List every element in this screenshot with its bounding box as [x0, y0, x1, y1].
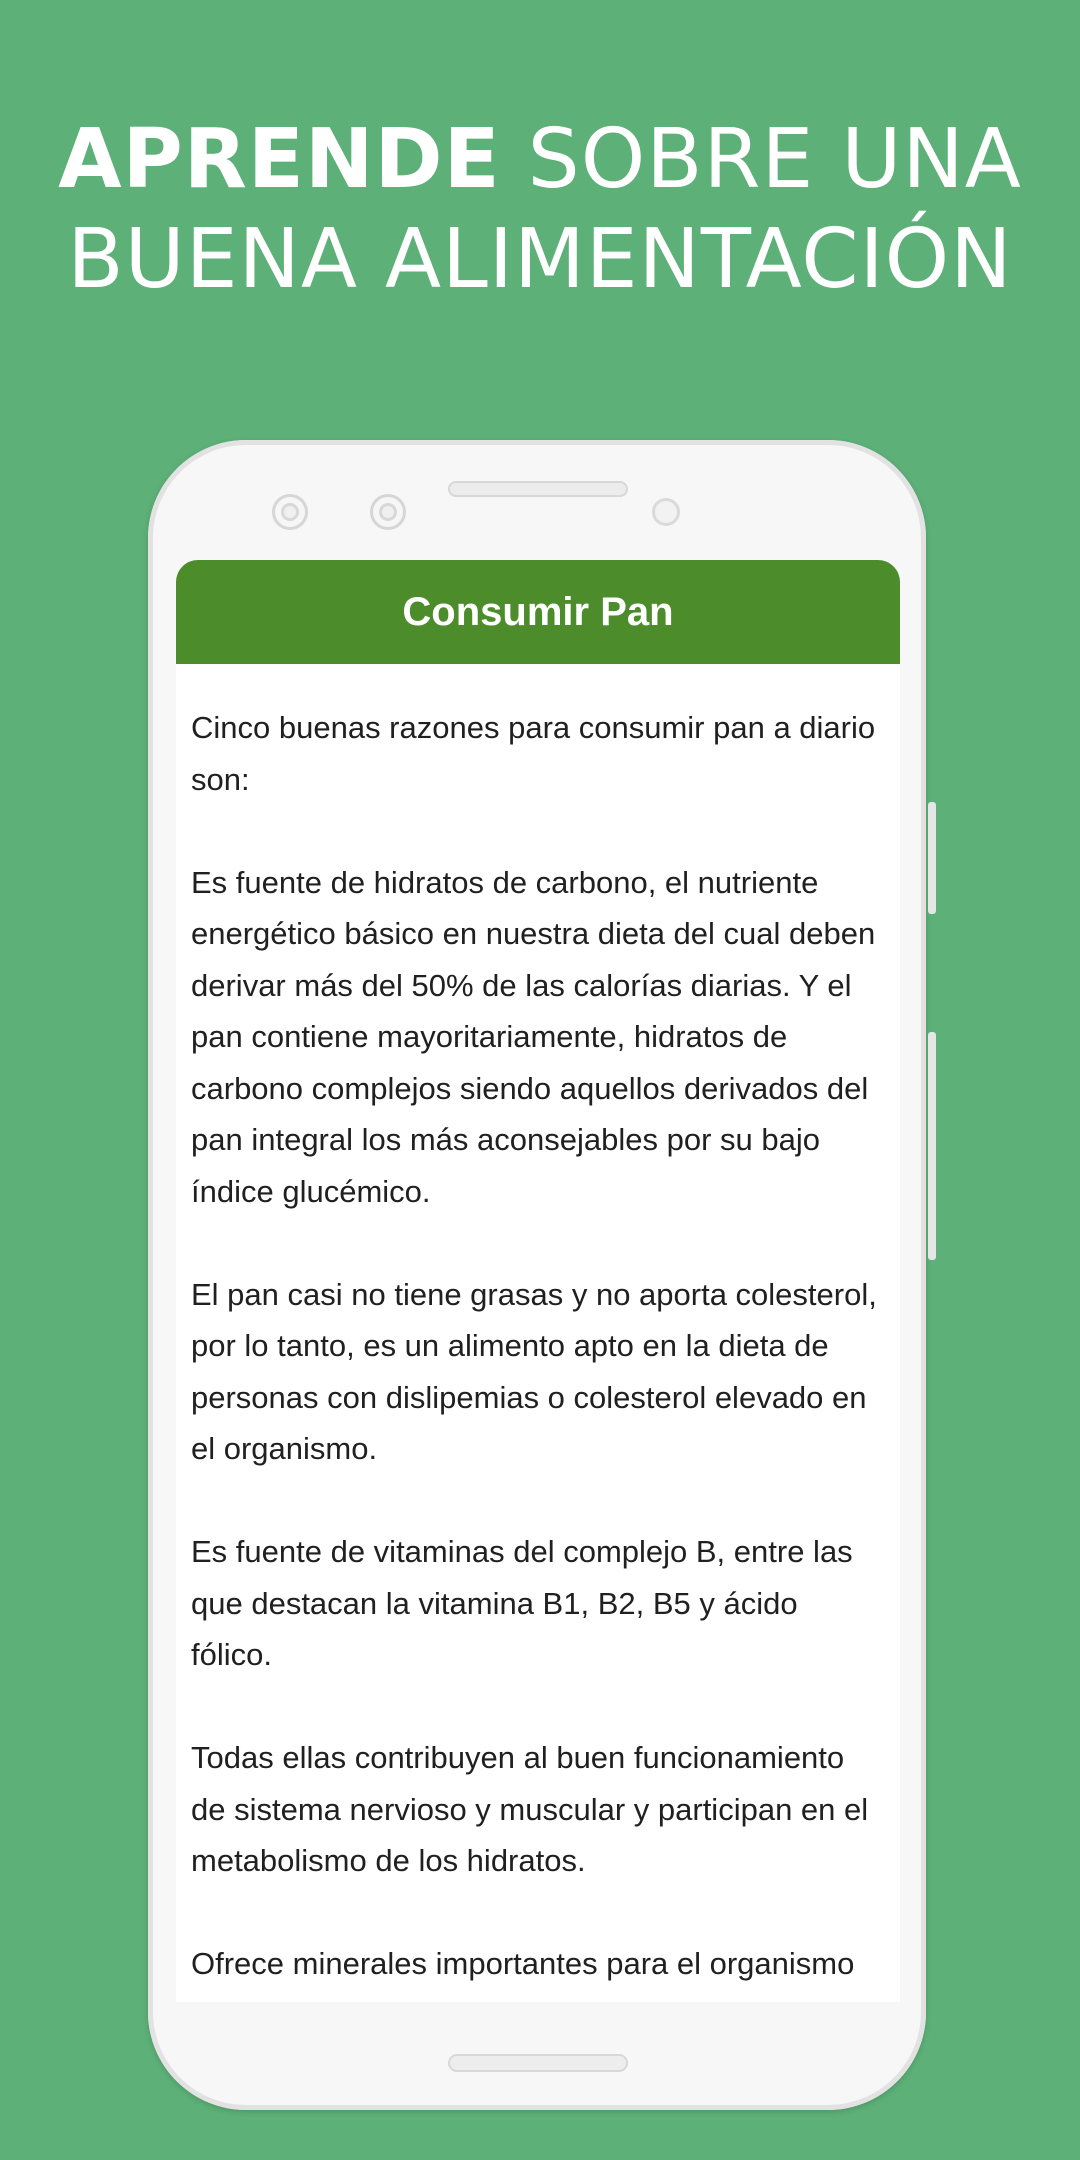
- phone-home-bar: [448, 2054, 628, 2072]
- article-paragraph: Es fuente de hidratos de carbono, el nutriente energético básico en nuestra dieta del cual deben derivar más del 50% de las calorías diarias. Y el pan contiene mayoritariamente, hidratos de carbono complejos siendo aquellos derivados del pan integral los más aconsejables por su bajo índice glucémico.: [191, 864, 876, 1209]
- article-paragraph: El pan casi no tiene grasas y no aporta colesterol, por lo tanto, es un alimento apto en la dieta de personas con dislipemias o colesterol elevado en el organismo.: [191, 1276, 877, 1466]
- phone-speaker: [448, 481, 628, 497]
- phone-screen[interactable]: [176, 560, 900, 2002]
- article-paragraph: Cinco buenas razones para consumir pan a diario son:: [191, 710, 876, 797]
- app-bar: [176, 560, 900, 664]
- app-bar-title: Consumir Pan: [402, 589, 674, 634]
- headline-bold-word: APRENDE: [58, 112, 501, 207]
- headline-rest: SOBRE UNA: [500, 112, 1022, 207]
- headline-line-2: BUENA ALIMENTACIÓN: [67, 212, 1013, 307]
- promo-headline: [0, 110, 1080, 310]
- camera-icon: [272, 494, 308, 530]
- headline-line-1: [0, 110, 1080, 210]
- phone-side-button: [928, 1032, 936, 1260]
- article-paragraph: Ofrece minerales importantes para el organismo: [191, 1946, 855, 1981]
- camera-icon: [370, 494, 406, 530]
- article-content[interactable]: [176, 664, 900, 1990]
- sensor-icon: [652, 498, 680, 526]
- phone-side-button: [928, 802, 936, 914]
- article-paragraph: Todas ellas contribuyen al buen funcionamiento de sistema nervioso y muscular y participan en el metabolismo de los hidratos.: [191, 1740, 869, 1878]
- article-paragraph: Es fuente de vitaminas del complejo B, entre las que destacan la vitamina B1, B2, B5 y ácido fólico.: [191, 1534, 853, 1672]
